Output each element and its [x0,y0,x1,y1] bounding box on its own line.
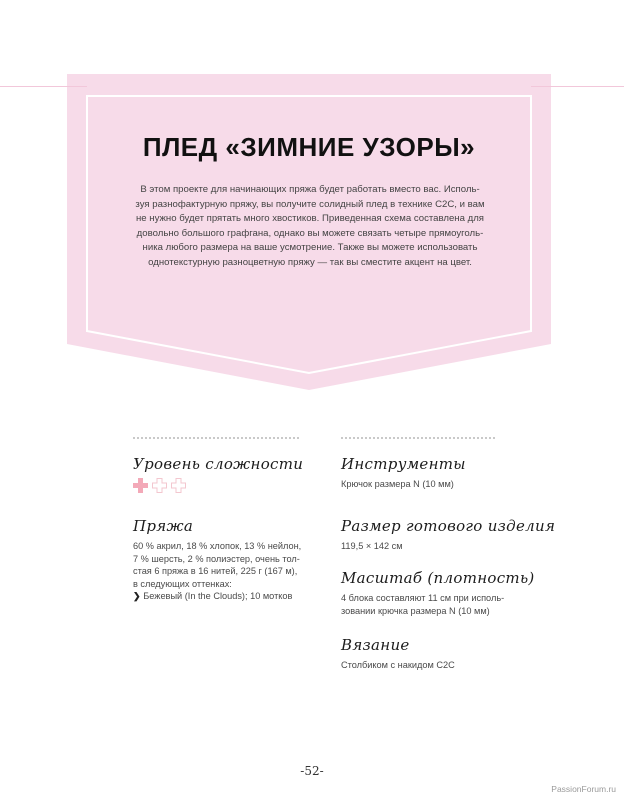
cross-icon [171,478,186,493]
yarn-shade: Бежевый (In the Clouds); 10 мотков [143,591,293,602]
intro-paragraph [135,183,485,271]
yarn-line: в следующих оттенках: [133,578,232,589]
cross-icon [133,478,148,493]
tools-text: Крючок размера N (10 мм) [341,479,454,489]
yarn-description [133,540,353,603]
divider-left [133,437,299,439]
size-section [341,517,561,553]
cross-icon [152,478,167,493]
yarn-line: стая 6 пряжа в 16 нитей, 225 г (167 м), [133,566,298,577]
intro-line: не нужно будет прятать много хвостиков. Приведенная схема составлена для [135,213,484,225]
yarn-heading: Пряжа [133,517,194,535]
size-heading: Размер готового изделия [341,516,556,535]
difficulty-section [133,455,353,493]
gauge-line: 4 блока составляют 11 см при исполь- [341,593,505,604]
intro-line: однотекстурную разноцветную пряжу — так вы сместите акцент на цвет. [148,256,472,268]
watermark: PassionForum.ru [551,784,616,794]
knitting-section [341,636,561,672]
bullet-icon: ❯ [133,591,141,602]
intro-line: довольно большого графгана, однако вы можете связать четыре прямоуголь- [136,227,484,239]
knitting-text: Столбиком с накидом С2С [341,660,455,671]
gauge-heading: Масштаб (плотность) [341,569,535,588]
right-column [341,455,561,672]
gauge-section [341,569,561,617]
page-title: ПЛЕД «ЗИМНИЕ УЗОРЫ» [142,132,476,162]
knitting-heading: Вязание [341,636,410,655]
frame-line-right [531,86,624,87]
divider-right [341,437,495,439]
left-column [133,455,353,603]
intro-line: В этом проекте для начинающих пряжа будет работать вместо вас. Исполь- [140,184,480,195]
yarn-line: 7 % шерсть, 2 % полиэстер, очень тол- [133,553,300,564]
gauge-line: зовании крючка размера N (10 мм) [341,605,490,616]
size-text: 119,5 × 142 см [341,540,403,551]
intro-line: ника любого размера на ваше усмотрение. Также вы можете использовать [142,242,478,254]
tools-section [341,455,561,491]
frame-line-left [0,86,87,87]
tools-heading: Инструменты [341,455,466,473]
page-number: -52- [300,764,324,778]
yarn-section [133,517,353,603]
yarn-line: 60 % акрил, 18 % хлопок, 13 % нейлон, [133,541,302,551]
difficulty-rating [133,478,353,493]
difficulty-heading: Уровень сложности [133,455,304,473]
gauge-text [341,592,561,617]
intro-line: зуя разнофактурную пряжу, вы получите солидный плед в технике С2С, и вам [135,198,485,210]
